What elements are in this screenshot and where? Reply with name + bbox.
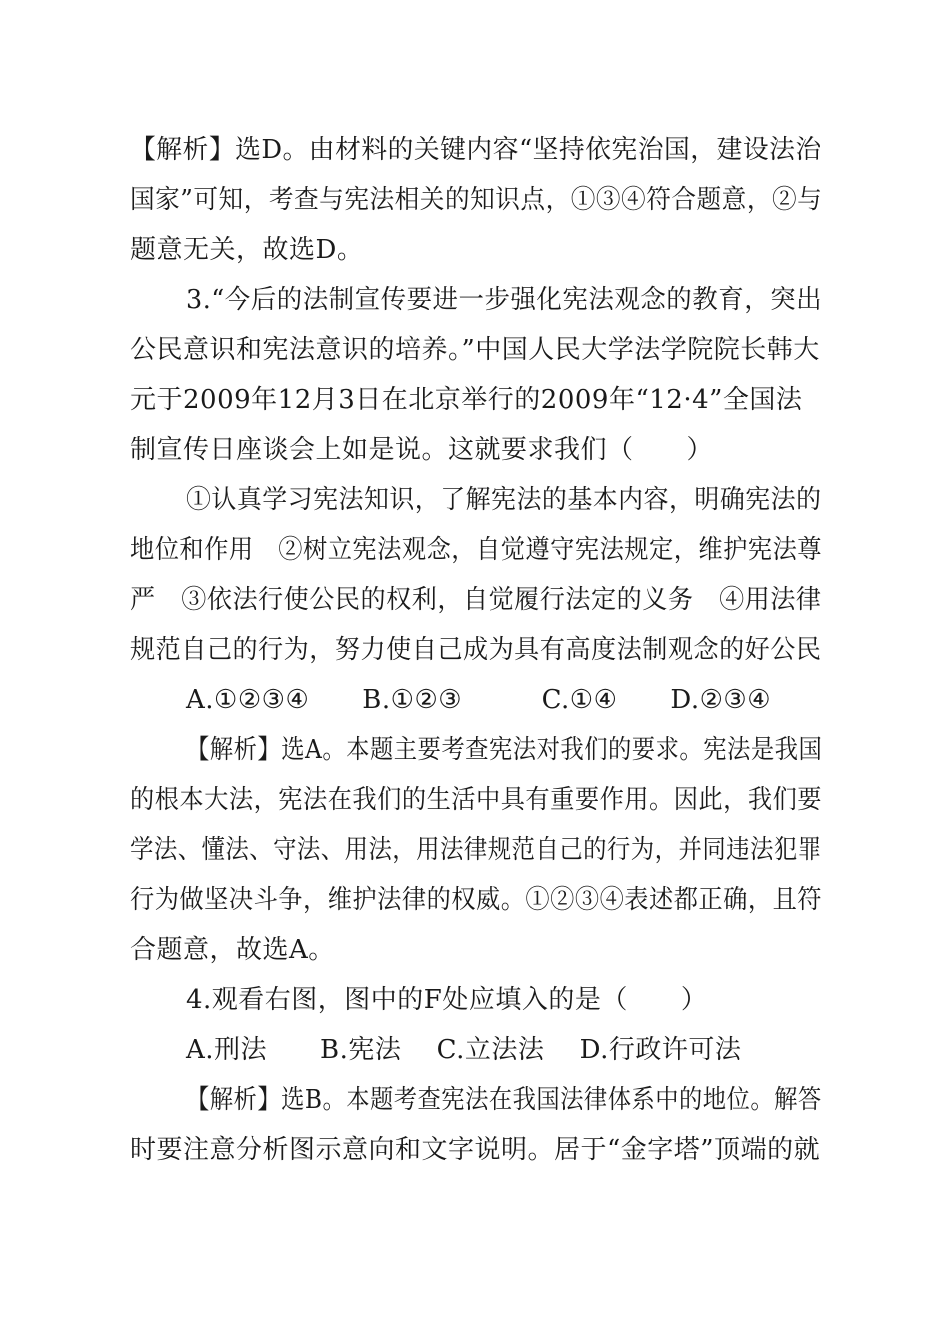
text-line: 时要注意分析图示意向和文字说明。居于“金字塔”顶端的就 (130, 1135, 821, 1165)
text-line: 行为做坚决斗争，维护法律的权威。①②③④表述都正确，且符 (130, 885, 823, 915)
text-line: 4.观看右图，图中的F处应填入的是（ ） (186, 985, 708, 1015)
text-line: 3.“今后的法制宣传要进一步强化宪法观念的教育，突出 (186, 285, 823, 315)
text-line: 严 ③依法行使公民的权利，自觉履行法定的义务 ④用法律 (130, 585, 822, 615)
text-line: 【解析】选A。本题主要考查宪法对我们的要求。宪法是我国 (186, 735, 823, 765)
text-line: ①认真学习宪法知识，了解宪法的基本内容，明确宪法的 (186, 485, 822, 515)
text-line: 学法、懂法、守法、用法，用法律规范自己的行为，并同违法犯罪 (130, 835, 822, 865)
answer-options: A.刑法 B.宪法 C.立法法 D.行政许可法 (186, 1035, 742, 1065)
text-line: 【解析】选D。由材料的关键内容“坚持依宪治国，建设法治 (130, 135, 822, 165)
text-line: 公民意识和宪法意识的培养。”中国人民大学法学院院长韩大 (130, 335, 820, 365)
text-line: 题意无关，故选D。 (130, 235, 364, 265)
text-line: 【解析】选B。本题考查宪法在我国法律体系中的地位。解答 (186, 1085, 822, 1115)
text-line: 地位和作用 ②树立宪法观念，自觉遵守宪法规定，维护宪法尊 (130, 535, 823, 565)
text-line: 元于2009年12月3日在北京举行的2009年“12·4”全国法 (130, 385, 803, 415)
text-line: 国家”可知，考查与宪法相关的知识点，①③④符合题意，②与 (130, 185, 823, 215)
answer-options: A.①②③④ B.①②③ C.①④ D.②③④ (186, 685, 772, 715)
text-line: 规范自己的行为，努力使自己成为具有高度法制观念的好公民 (130, 635, 822, 665)
text-line: 制宣传日座谈会上如是说。这就要求我们（ ） (130, 435, 714, 465)
text-line: 的根本大法，宪法在我们的生活中具有重要作用。因此，我们要 (130, 785, 823, 815)
text-line: 合题意，故选A。 (130, 935, 335, 965)
